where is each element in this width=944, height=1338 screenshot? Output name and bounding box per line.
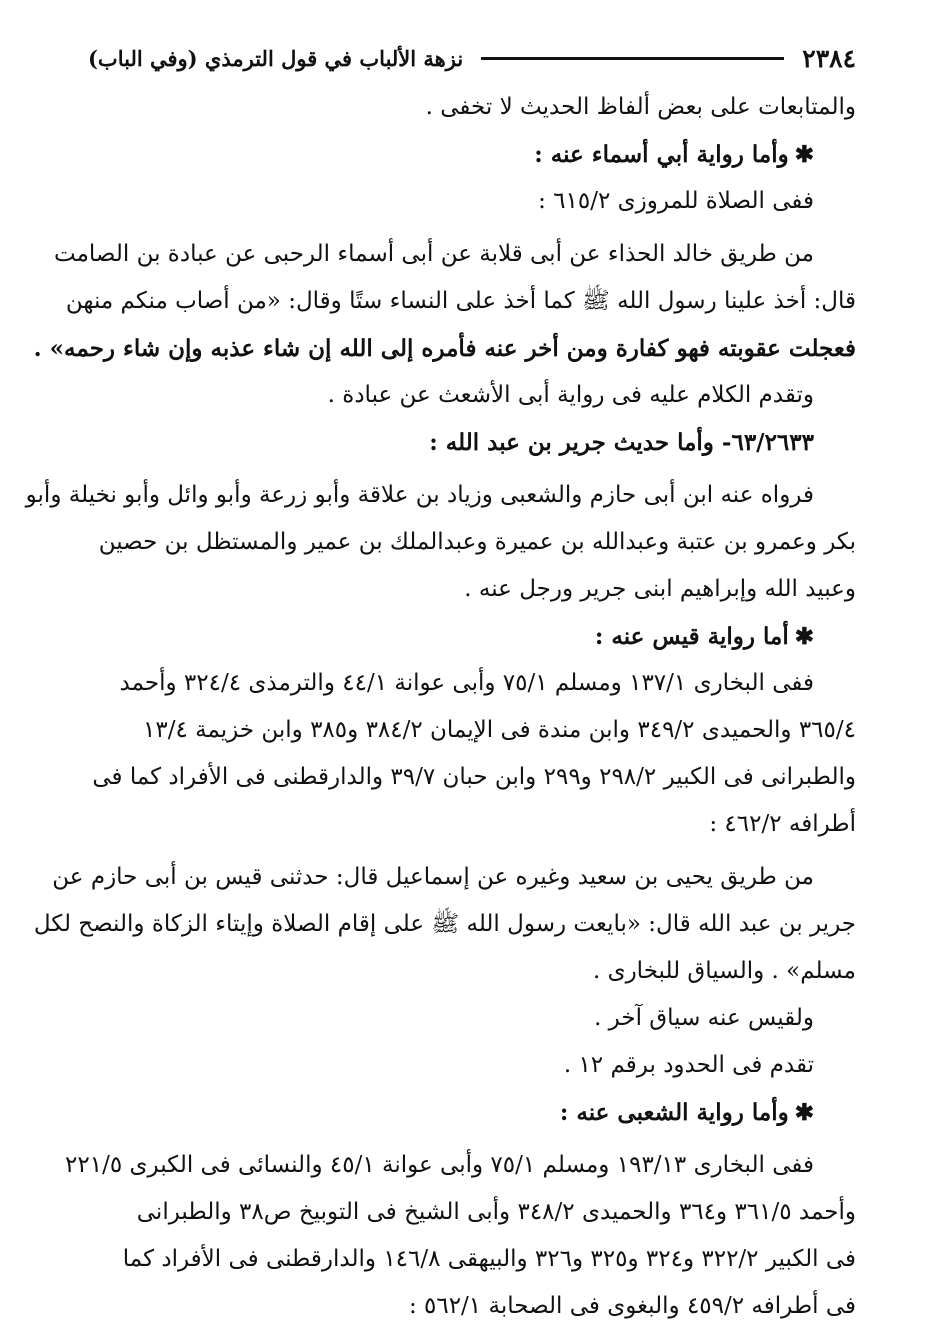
text-line <box>88 419 856 466</box>
text-line-content: من طريق يحيى بن سعيد وغيره عن إسماعيل قال: حدثنى قيس بن أبى حازم عن <box>52 864 814 890</box>
text-line <box>65 1142 856 1189</box>
text-line-content: مسلم» . والسياق للبخارى . <box>592 958 856 984</box>
text-line-content: أما رواية قيس عنه : <box>594 623 789 650</box>
text-line <box>25 472 856 519</box>
text-line-content: تقدم فى الحدود برقم ١٢ . <box>563 1052 814 1078</box>
text-line-content: فى الكبير ٣٢٢/٢ و٣٢٤ و٣٢٥ و٣٢٦ والبيهقى ١٤٦/٨ والدارقطنى فى الأفراد كما <box>122 1246 856 1272</box>
text-line-content: أطرافه ٤٦٢/٢ : <box>709 811 856 837</box>
text-line <box>88 566 856 613</box>
header-rule <box>481 57 784 60</box>
text-line-content: ففى البخارى ١٣٧/١ ومسلم ٧٥/١ وأبى عوانة ٤٤/١ والترمذى ٣٢٤/٤ وأحمد <box>119 670 814 696</box>
text-line <box>88 801 856 848</box>
text-line-content: فعجلت عقوبته فهو كفارة ومن أخر عنه فأمره إلى الله إن شاء عذبه وإن شاء رحمه» . <box>33 335 856 362</box>
text-line-content: وأحمد ٣٦١/٥ و٣٦٤ والحميدى ٣٤٨/٢ وأبى الشيخ فى التوبيخ ص٣٨ والطبرانى <box>136 1199 856 1225</box>
text-line <box>88 1236 856 1283</box>
text-line <box>88 519 856 566</box>
text-line-content: بكر وعمرو بن عتبة وعبدالله بن عميرة وعبدالملك بن عمير والمستظل بن حصين <box>98 529 856 555</box>
text-line <box>88 372 856 419</box>
text-line <box>88 178 856 225</box>
text-line-content: قال: أخذ علينا رسول الله ﷺ كما أخذ على النساء ستًا وقال: «من أصاب منكم منهن <box>65 288 856 314</box>
text-line-content: فرواه عنه ابن أبى حازم والشعبى وزياد بن علاقة وأبو زرعة وأبو وائل وأبو نخيلة وأبو <box>25 482 814 508</box>
text-line-content: وأما رواية الشعبى عنه : <box>559 1099 789 1126</box>
text-line <box>88 754 856 801</box>
text-line-content: ٦٣/٢٦٣٣- وأما حديث جرير بن عبد الله : <box>429 429 814 456</box>
running-title: نزهة الألباب في قول الترمذي (وفي الباب) <box>88 45 464 71</box>
text-line-content: ففى الصلاة للمروزى ٦١٥/٢ : <box>538 188 814 214</box>
text-line-content: ٣٦٥/٤ والحميدى ٣٤٩/٢ وابن مندة فى الإيمان ٣٨٤/٢ و٣٨٥ وابن خزيمة ١٣/٤ <box>142 717 856 743</box>
text-line-content: وتقدم الكلام عليه فى رواية أبى الأشعث عن عبادة . <box>327 382 814 408</box>
text-line <box>88 613 856 660</box>
text-line-content: من طريق خالد الحذاء عن أبى قلابة عن أبى أسماء الرحبى عن عبادة بن الصامت <box>54 241 814 267</box>
text-line-content: والمتابعات على بعض ألفاظ الحديث لا تخفى . <box>425 94 856 120</box>
text-line <box>33 901 856 948</box>
text-line <box>88 131 856 178</box>
page-body-text <box>25 84 856 1330</box>
text-line <box>88 948 856 995</box>
text-line-content: وعبيد الله وإبراهيم ابنى جرير ورجل عنه . <box>464 576 856 602</box>
text-line <box>88 707 856 754</box>
text-line-content: ففى البخارى ١٩٣/١٣ ومسلم ٧٥/١ وأبى عوانة ٤٥/١ والنسائى فى الكبرى ٢٢١/٥ <box>65 1152 814 1178</box>
text-line-content: ولقيس عنه سياق آخر . <box>594 1005 814 1031</box>
running-header <box>88 40 856 76</box>
text-line <box>88 84 856 131</box>
text-line <box>65 278 856 325</box>
text-line <box>52 854 856 901</box>
text-line-content: جرير بن عبد الله قال: «بايعت رسول الله ﷺ على إقام الصلاة وإيتاء الزكاة والنصح لكل <box>33 911 856 937</box>
text-line-content: وأما رواية أبي أسماء عنه : <box>534 141 789 168</box>
text-line <box>88 1189 856 1236</box>
text-line <box>88 1283 856 1330</box>
asterisk-bullet-icon: ✱ <box>794 1099 814 1126</box>
page-number: ٢٣٨٤ <box>802 43 856 73</box>
text-line <box>88 660 856 707</box>
text-line <box>88 1089 856 1136</box>
text-line-content: والطبرانى فى الكبير ٢٩٨/٢ و٢٩٩ وابن حبان ٣٩/٧ والدارقطنى فى الأفراد كما فى <box>92 764 856 790</box>
asterisk-bullet-icon: ✱ <box>794 141 814 168</box>
text-line <box>54 231 856 278</box>
text-line <box>88 1042 856 1089</box>
text-line <box>33 325 856 372</box>
text-line-content: فى أطرافه ٤٥٩/٢ والبغوى فى الصحابة ٥٦٢/١ : <box>408 1293 856 1319</box>
text-line <box>88 995 856 1042</box>
asterisk-bullet-icon: ✱ <box>794 623 814 650</box>
